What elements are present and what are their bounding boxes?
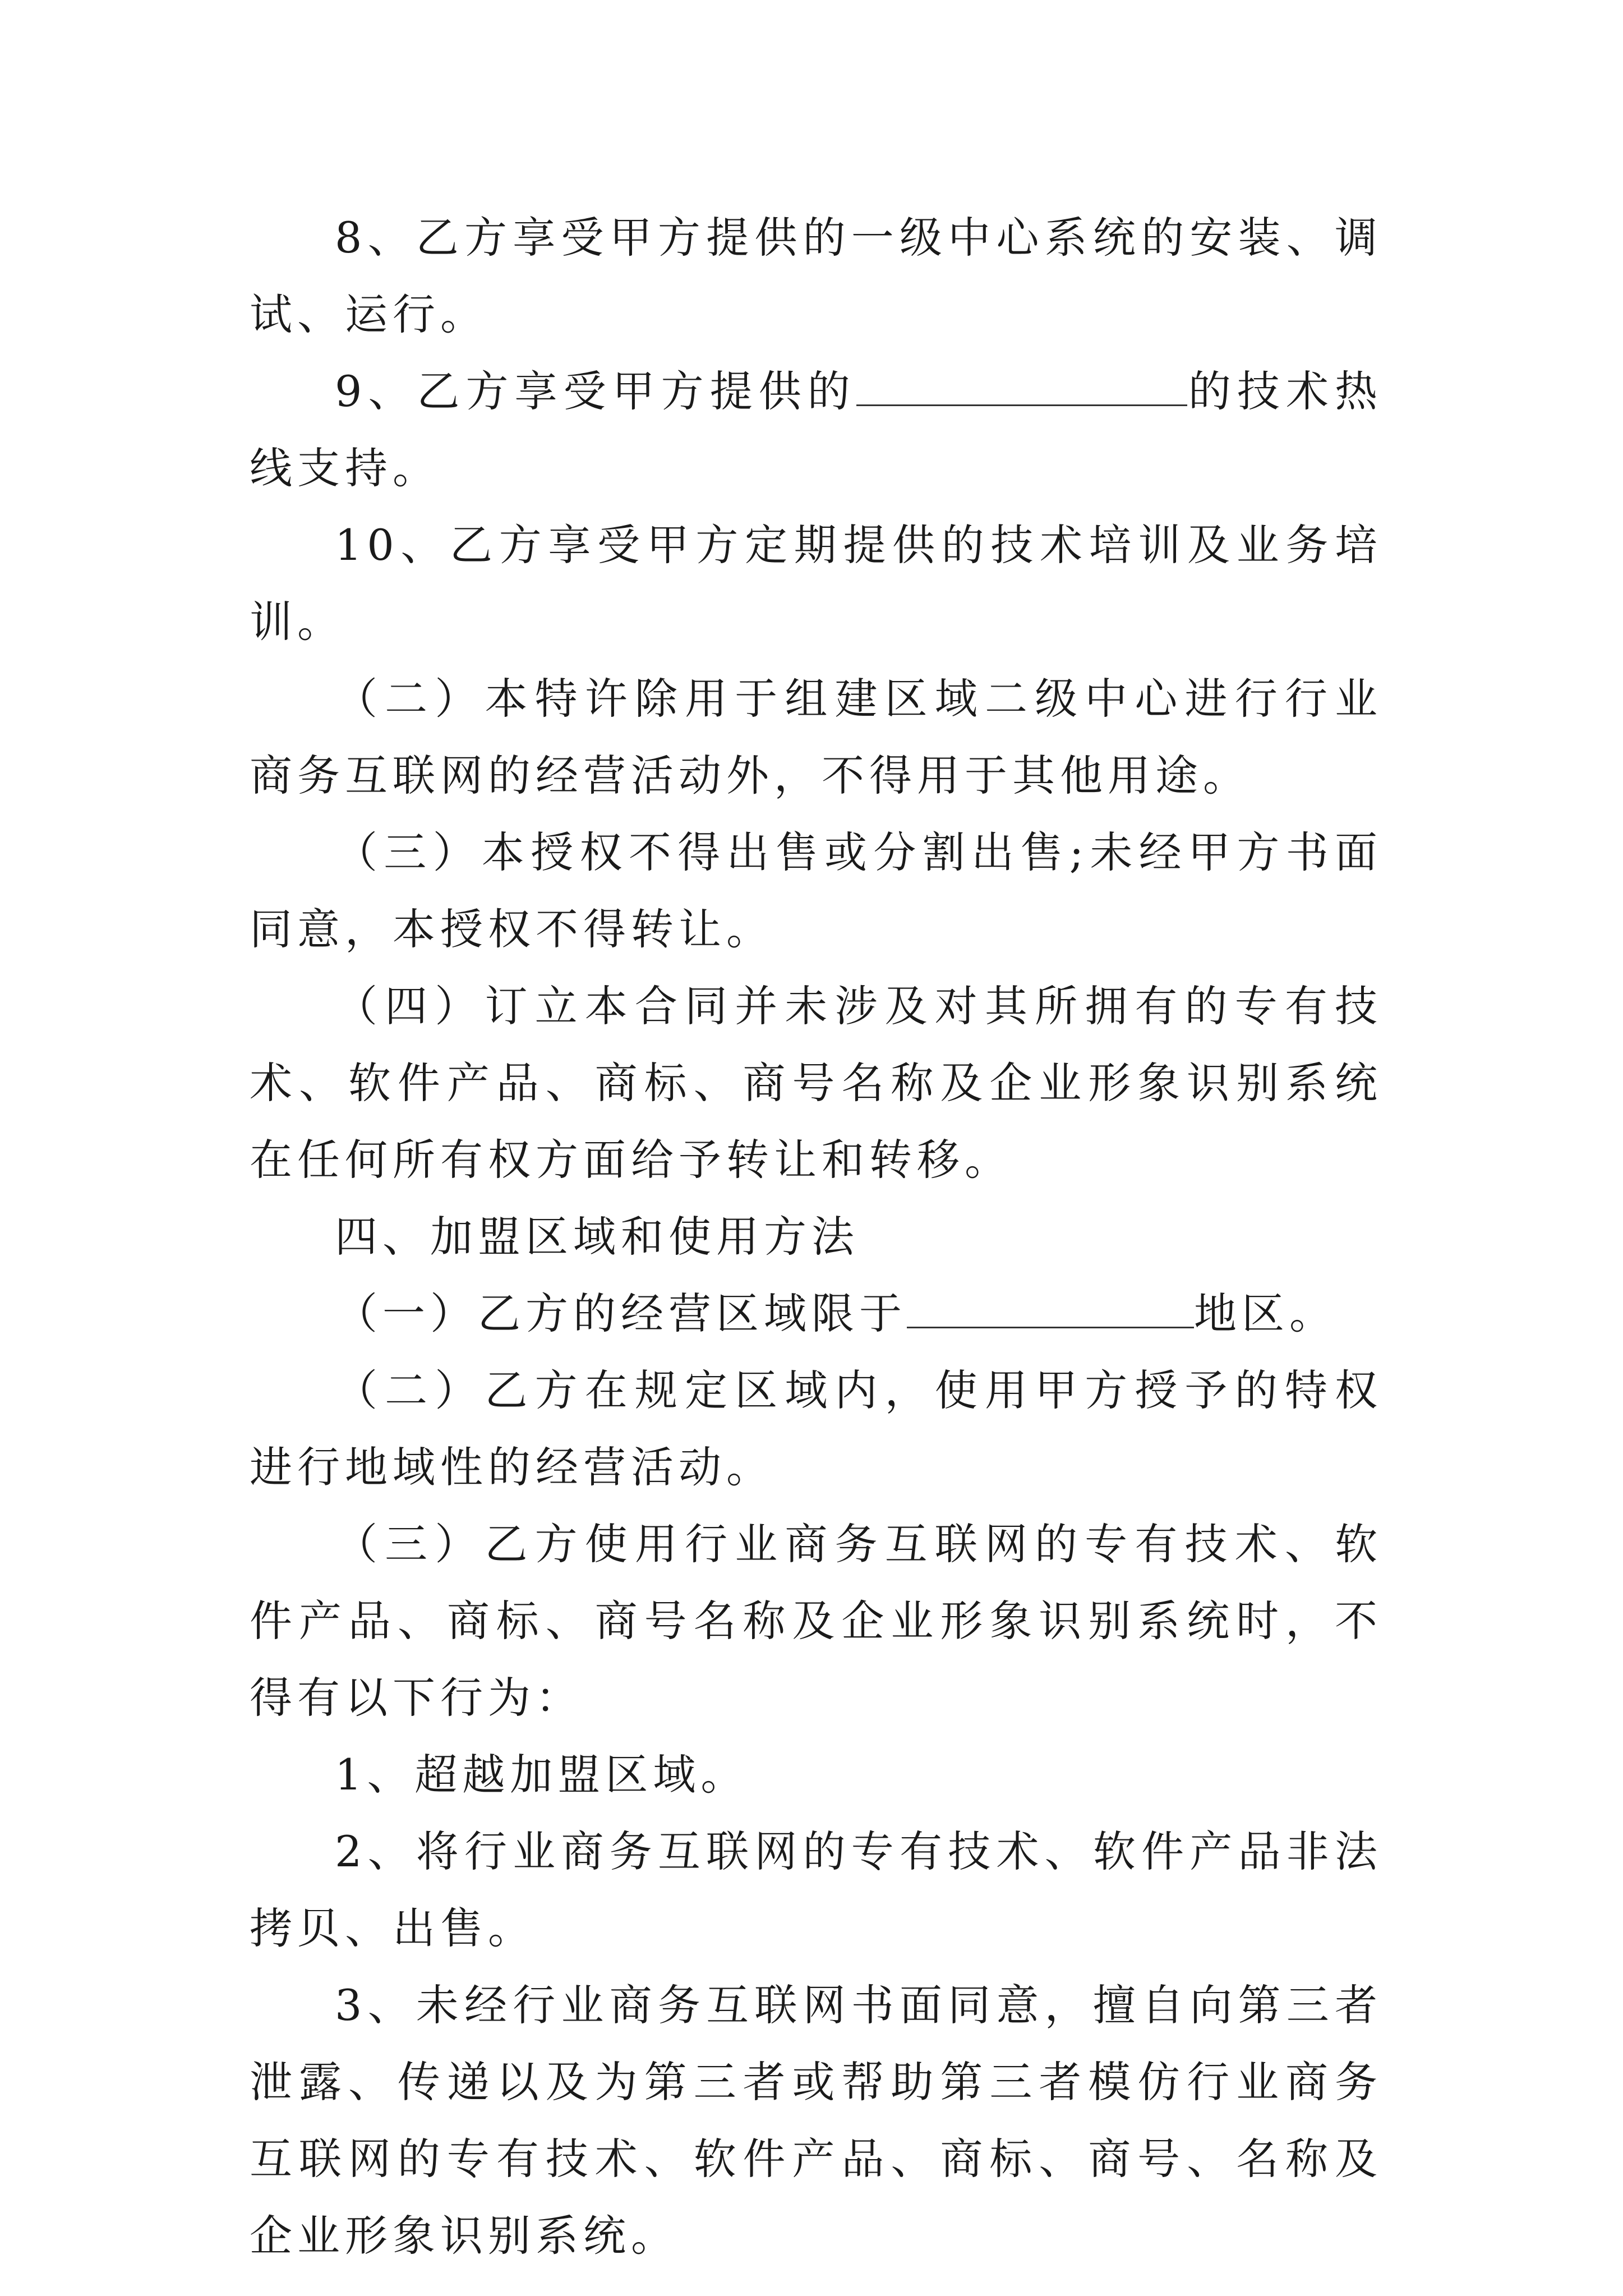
clause-ownership: （四）订立本合同并未涉及对其所拥有的专有技术、软件产品、商标、商号名称及企业形象识别系统在任何所有权方面给予转让和转移。 [250,981,1382,1185]
clause-area-limit [250,1275,1382,1352]
prohibited-item-2: 2、将行业商务互联网的专有技术、软件产品非法拷贝、出售。 [250,1826,1382,1953]
clause-8: 8、乙方享受甲方提供的一级中心系统的安装、调试、运行。 [250,213,1382,339]
clause-10: 10、乙方享受甲方定期提供的技术培训及业务培训。 [250,520,1382,647]
clause-license-purpose: （二）本特许除用于组建区域二级中心进行行业商务互联网的经营活动外，不得用于其他用途。 [250,674,1382,800]
clause-regional-operation: （二）乙方在规定区域内，使用甲方授予的特权进行地域性的经营活动。 [250,1365,1382,1492]
fill-in-blank-hotline [856,367,1187,406]
clause-area-after: 地区。 [1194,1289,1337,1338]
fill-in-blank-region [907,1290,1194,1328]
prohibited-item-1: 1、超越加盟区域。 [335,1750,749,1800]
section-heading-franchise-area: 四、加盟区域和使用方法 [335,1212,859,1262]
prohibited-item-3: 3、未经行业商务互联网书面同意，擅自向第三者泄露、传递以及为第三者或帮助第三者模仿行业商务互联网的专有技术、软件产品、商标、商号、名称及企业形象识别系统。 [250,1980,1382,2261]
clause-no-transfer: （三）本授权不得出售或分割出售;未经甲方书面同意，本授权不得转让。 [250,827,1382,954]
clause-9 [250,353,1382,507]
clause-prohibited-intro: （三）乙方使用行业商务互联网的专有技术、软件产品、商标、商号名称及企业形象识别系统时，不得有以下行为： [250,1519,1382,1723]
contract-body [250,199,1382,2274]
clause-area-before: （一）乙方的经营区域限于 [335,1289,907,1338]
clause-9-before: 9、乙方享受甲方提供的 [335,366,856,416]
clause-9-after: 的技术热线支持。 [250,366,1382,493]
